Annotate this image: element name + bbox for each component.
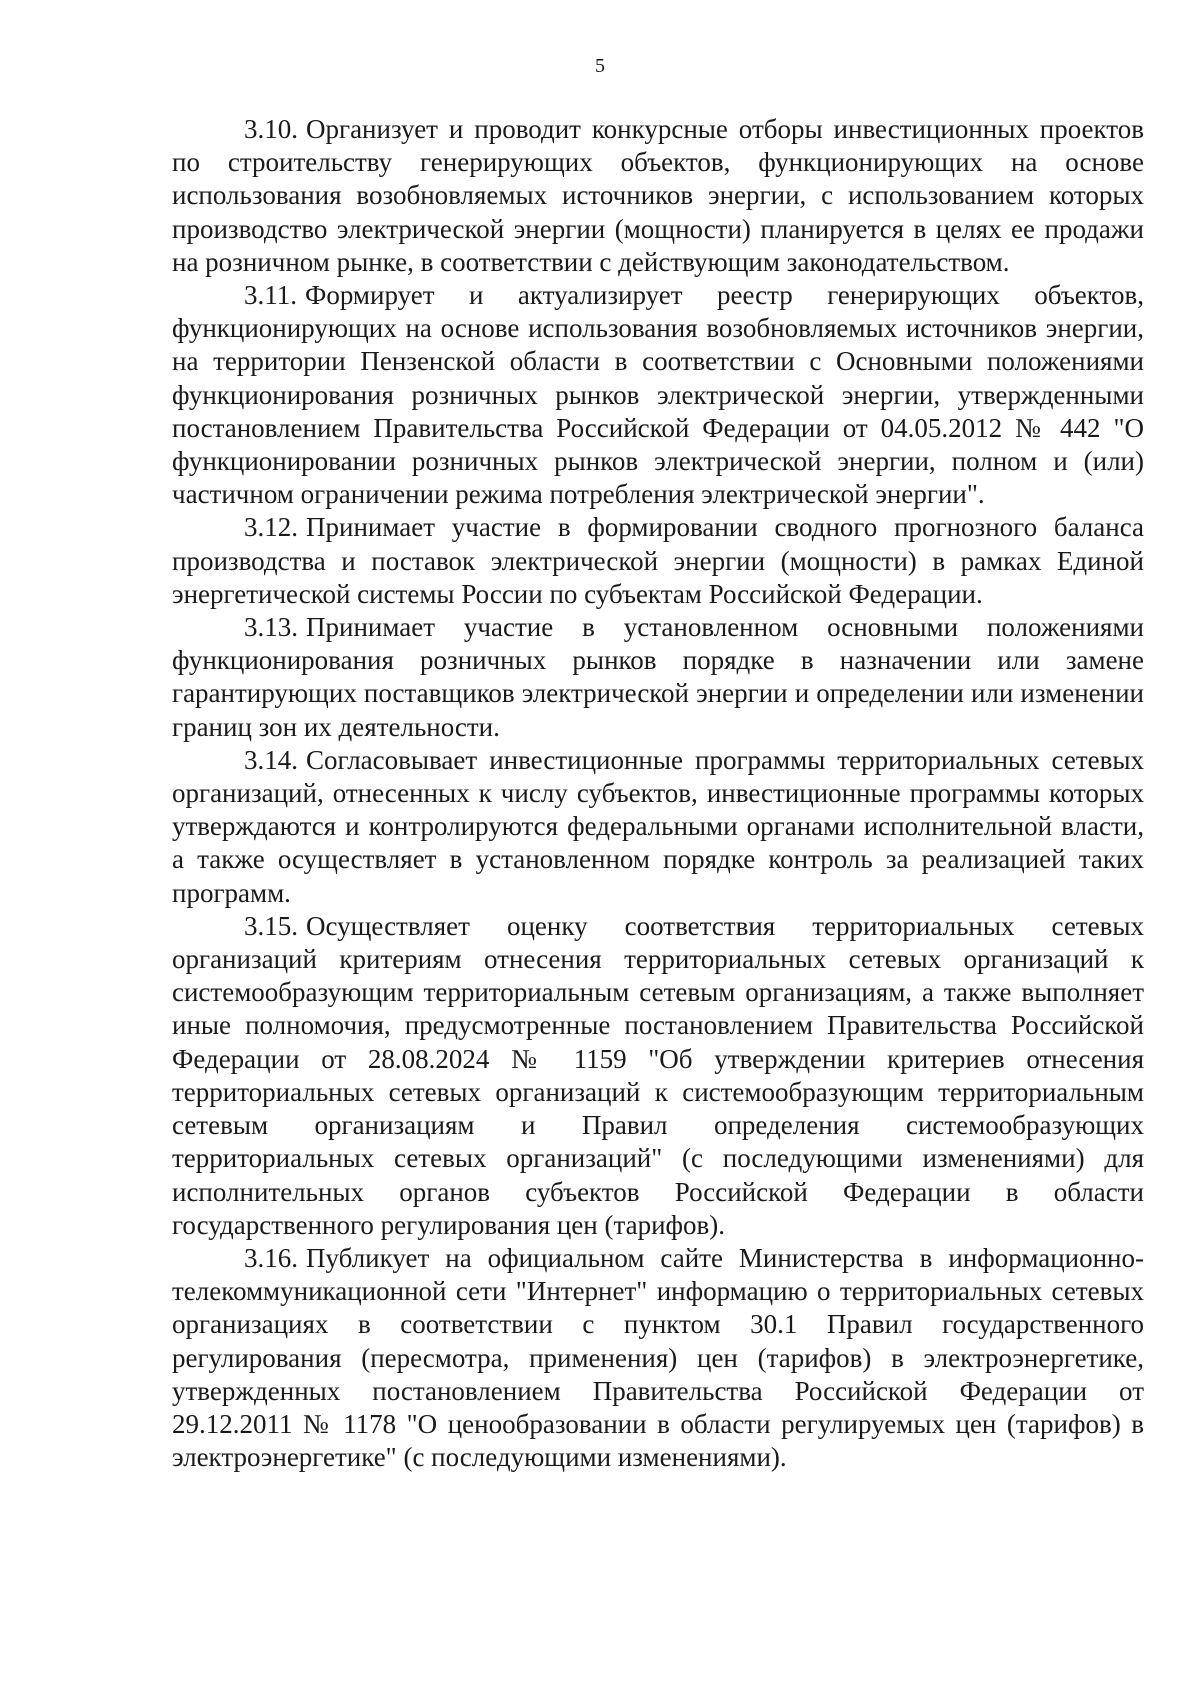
paragraph-text: Принимает участие в установленном основными положениями функционирования розничных рынков порядке в назначении или замене гарантирующих поставщиков электрической энергии и определении или изменении границ зон их деятельности. bbox=[172, 612, 1144, 742]
paragraph-text: Принимает участие в формировании сводного прогнозного баланса производства и поставок электрической энергии (мощности) в рамках Единой энергетической системы России по субъектам Российской Федерации. bbox=[172, 512, 1144, 609]
paragraph-3-10 bbox=[172, 113, 1144, 279]
paragraph-number: 3.13. bbox=[244, 612, 298, 643]
paragraph-number: 3.10. bbox=[244, 114, 298, 144]
paragraph-3-15 bbox=[172, 910, 1144, 1242]
paragraph-3-13 bbox=[172, 611, 1144, 744]
paragraph-number: 3.16. bbox=[244, 1242, 298, 1273]
paragraph-3-12 bbox=[172, 511, 1144, 611]
paragraph-number: 3.15. bbox=[244, 910, 298, 941]
paragraph-text: Публикует на официальном сайте Министерства в информационно-телекоммуникационной сети "Интернет" информацию о территориальных сетевых организациях в соответствии с пунктом 30.1 Правил государственного регулирования (пересмотра, применения) цен (тарифов) в электроэнергетике, утвержденных постановлением Правительства Российской Федерации от 29.12.2011 № 1178 "О ценообразовании в области регулируемых цен (тарифов) в электроэнергетике" (с последующими изменениями). bbox=[172, 1242, 1144, 1473]
paragraph-3-11 bbox=[172, 279, 1144, 511]
paragraph-text: Осуществляет оценку соответствия территориальных сетевых организаций критериям отнесения территориальных сетевых организаций к системообразующим территориальным сетевым организациям, а также выполняет иные полномочия, предусмотренные постановлением Правительства Российской Федерации от 28.08.2024 № 1159 "Об утверждении критериев отнесения территориальных сетевых организаций к системообразующим территориальным сетевым организациям и Правил определения системообразующих территориальных сетевых организаций" (с последующими изменениями) для исполнительных органов субъектов Российской Федерации в области государственного регулирования цен (тарифов). bbox=[172, 910, 1144, 1240]
document-body bbox=[172, 113, 1144, 1474]
paragraph-number: 3.12. bbox=[244, 512, 298, 543]
page-number: 5 bbox=[595, 55, 605, 77]
paragraph-number: 3.14. bbox=[244, 744, 298, 775]
paragraph-text: Организует и проводит конкурсные отборы инвестиционных проектов по строительству генерирующих объектов, функционирующих на основе использования возобновляемых источников энергии, с использованием которых производство электрической энергии (мощности) планируется в целях ее продажи на розничном рынке, в соответствии с действующим законодательством. bbox=[172, 114, 1144, 277]
paragraph-3-14 bbox=[172, 744, 1144, 910]
paragraph-text: Формирует и актуализирует реестр генерирующих объектов, функционирующих на основе использования возобновляемых источников энергии, на территории Пензенской области в соответствии с Основными положениями функционирования розничных рынков электрической энергии, утвержденными постановлением Правительства Российской Федерации от 04.05.2012 № 442 "О функционировании розничных рынков электрической энергии, полном и (или) частичном ограничении режима потребления электрической энергии". bbox=[172, 280, 1144, 510]
paragraph-3-16 bbox=[172, 1242, 1144, 1474]
paragraph-text: Согласовывает инвестиционные программы территориальных сетевых организаций, отнесенных к числу субъектов, инвестиционные программы которых утверждаются и контролируются федеральными органами исполнительной власти, а также осуществляет в установленном порядке контроль за реализацией таких программ. bbox=[172, 744, 1144, 908]
paragraph-number: 3.11. bbox=[244, 280, 297, 311]
